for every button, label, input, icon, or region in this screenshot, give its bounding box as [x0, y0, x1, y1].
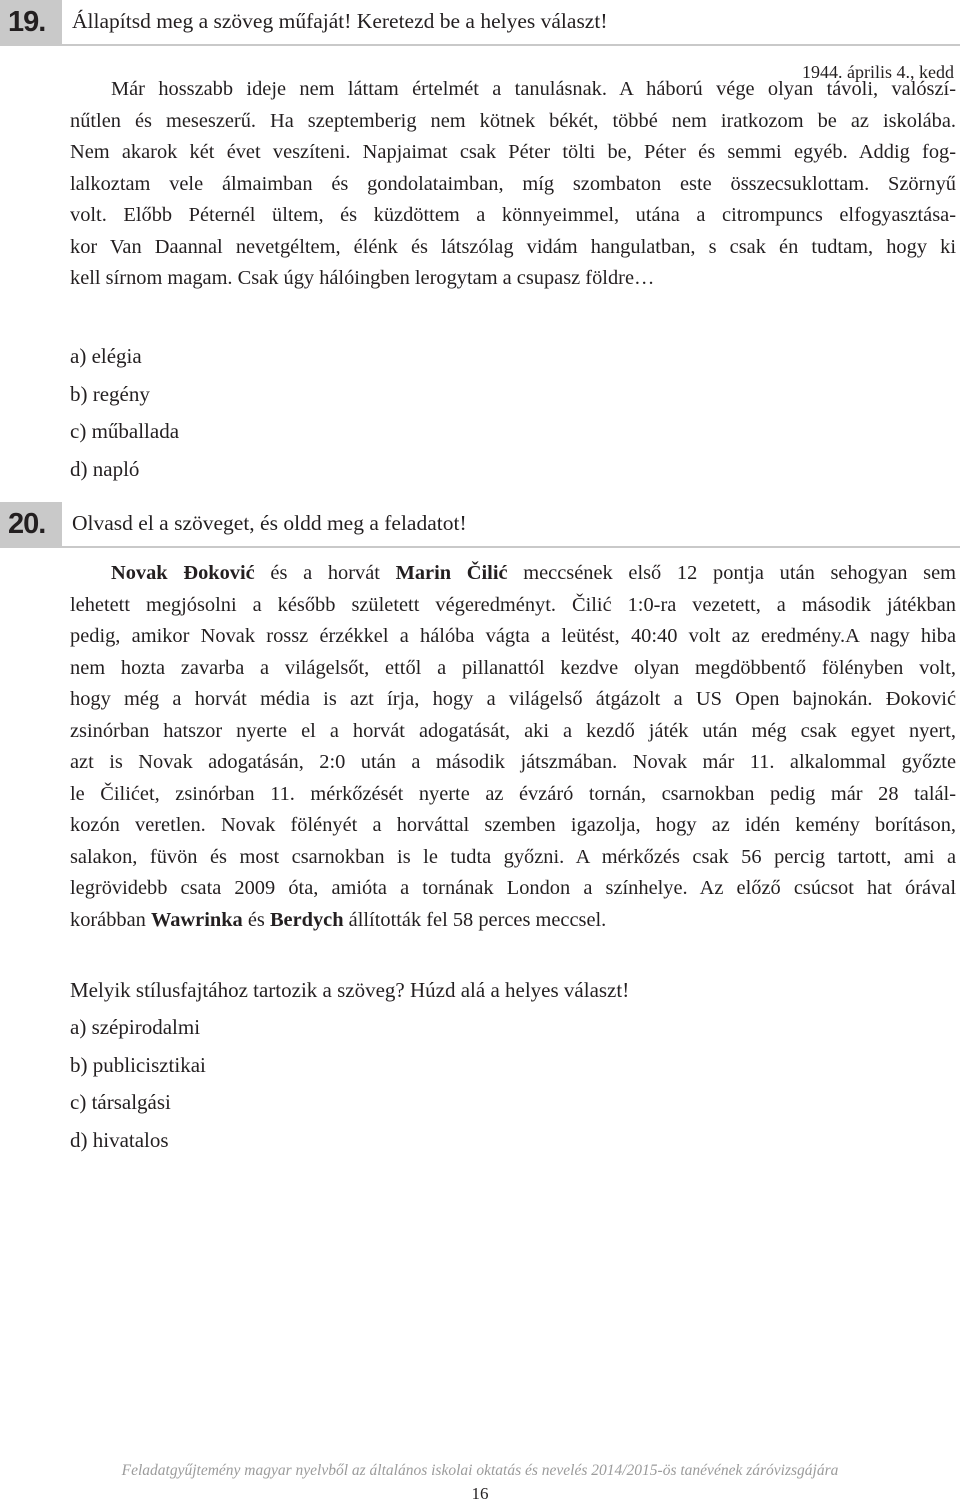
- answer-option[interactable]: a) szépirodalmi: [70, 1015, 201, 1039]
- answer-option[interactable]: b) regény: [70, 381, 150, 406]
- answer-option[interactable]: d) hivatalos: [70, 1127, 169, 1152]
- diary-text: [70, 74, 956, 295]
- page-number: 16: [471, 1484, 489, 1503]
- diary-date: 1944. április 4., kedd: [802, 62, 954, 82]
- answer-option[interactable]: a) elégia: [70, 344, 142, 368]
- text-line: salakon, füvön és most csarnokban is le tudta győzni. A mérkőzés csak 56 percig tartott, ami a: [70, 845, 956, 868]
- text-line: hogy még a horvát média is azt írja, hogy a világelső átgázolt a US Open bajnokán. Đoković: [70, 688, 956, 710]
- text-line: kell sírnom magam. Csak úgy hálóingben lerogytam a csupasz földre…: [70, 267, 655, 289]
- answer-option[interactable]: c) társalgási: [70, 1090, 171, 1114]
- player-name: Berdych: [269, 908, 344, 931]
- task-instruction: Állapítsd meg a szöveg műfaját! Keretezd be a helyes választ!: [72, 9, 608, 33]
- text-line: Novak Đoković és a horvát Marin Čilić meccsének első 12 pontja után sehogyan sem: [111, 562, 956, 584]
- text-line: kozón veretlen. Novak fölényét a horváttal szemben igazolja, hogy az idén kemény borításon,: [70, 814, 956, 836]
- task-instruction: Olvasd el a szöveget, és oldd meg a feladatot!: [72, 511, 467, 535]
- task-number-box: [0, 0, 62, 46]
- text-line: kor Van Daannal nevetgéltem, élénk és látszólag vidám hangulatban, s csak én tudtam, hogy ki: [70, 235, 956, 258]
- task-19-options: [70, 338, 179, 488]
- text-line: lalkoztam vele álmaimban és gondolataimban, míg szombaton este összecsuklottam. Szörnyű: [70, 172, 956, 195]
- text-line: Már hosszabb ideje nem láttam értelmét a tanulásnak. A háború vége olyan távoli, valószí-: [111, 78, 956, 100]
- task-19-header: [0, 0, 960, 46]
- text-line: legrövidebb csata 2009 óta, amióta a tornának London a színhelye. Az előző csúcsot hat órával: [70, 877, 956, 899]
- answer-option[interactable]: d) napló: [70, 456, 140, 481]
- text-line: le Čilićet, zsinórban 11. mérkőzését nyerte az évzáró tornán, csarnokban pedig már 28 talál-: [70, 782, 956, 805]
- task-20-question: Melyik stílusfajtához tartozik a szöveg? Húzd alá a helyes választ!: [70, 978, 630, 1002]
- player-name: Marin Čilić: [395, 562, 508, 584]
- text-line: Nem akarok két évet veszíteni. Napjaimat csak Péter tölti be, Péter és semmi egyéb. Addig fog-: [70, 141, 956, 163]
- text-line: pedig, amikor Novak rossz érzékkel a hálóba vágta a leütést, 40:40 volt az eredmény.A nagy hiba: [70, 625, 956, 647]
- text-line: volt. Előbb Péternél ültem, és küzdöttem a könnyeimmel, utána a citrompuncs elfogyasztása-: [70, 204, 956, 226]
- player-name: Wawrinka: [150, 908, 243, 931]
- task-number-box: [0, 502, 62, 548]
- footer-title: Feladatgyűjtemény magyar nyelvből az általános iskolai oktatás és nevelés 2014/2015-ös tanévének záróvizsgájára: [121, 1462, 839, 1479]
- task-number: 19.: [8, 6, 46, 38]
- text-line: zsinórban hatszor nyerte el a horvát adogatását, aki a kezdő játék után még csak egyet nyert,: [70, 719, 956, 742]
- answer-option[interactable]: c) műballada: [70, 419, 180, 443]
- task-20-header: [0, 502, 960, 548]
- answer-option[interactable]: b) publicisztikai: [70, 1052, 206, 1077]
- text-line: nem hozta zavarba a világelsőt, ettől a pillanattól kezdve olyan megdöbbentő fölényben volt,: [70, 656, 956, 679]
- text-line: korábban Wawrinka és Berdych állították fel 58 perces meccsel.: [70, 908, 607, 931]
- header-rule: [62, 546, 960, 548]
- task-number: 20.: [8, 508, 46, 540]
- article-text: [70, 558, 956, 936]
- text-line: azt is Novak adogatásán, 2:0 után a második játszmában. Novak már 11. alkalommal győzte: [70, 751, 956, 773]
- task-20-options: [70, 1009, 206, 1159]
- text-line: lehetett megjósolni a később született végeredményt. Čilić 1:0-ra vezetett, a második játékban: [70, 593, 956, 616]
- header-rule: [62, 44, 960, 46]
- player-name: Novak Đoković: [111, 562, 255, 584]
- text-line: nűtlen és meseszerű. Ha szeptemberig nem kötnek békét, többé nem iratkozom be az iskolába.: [70, 109, 956, 132]
